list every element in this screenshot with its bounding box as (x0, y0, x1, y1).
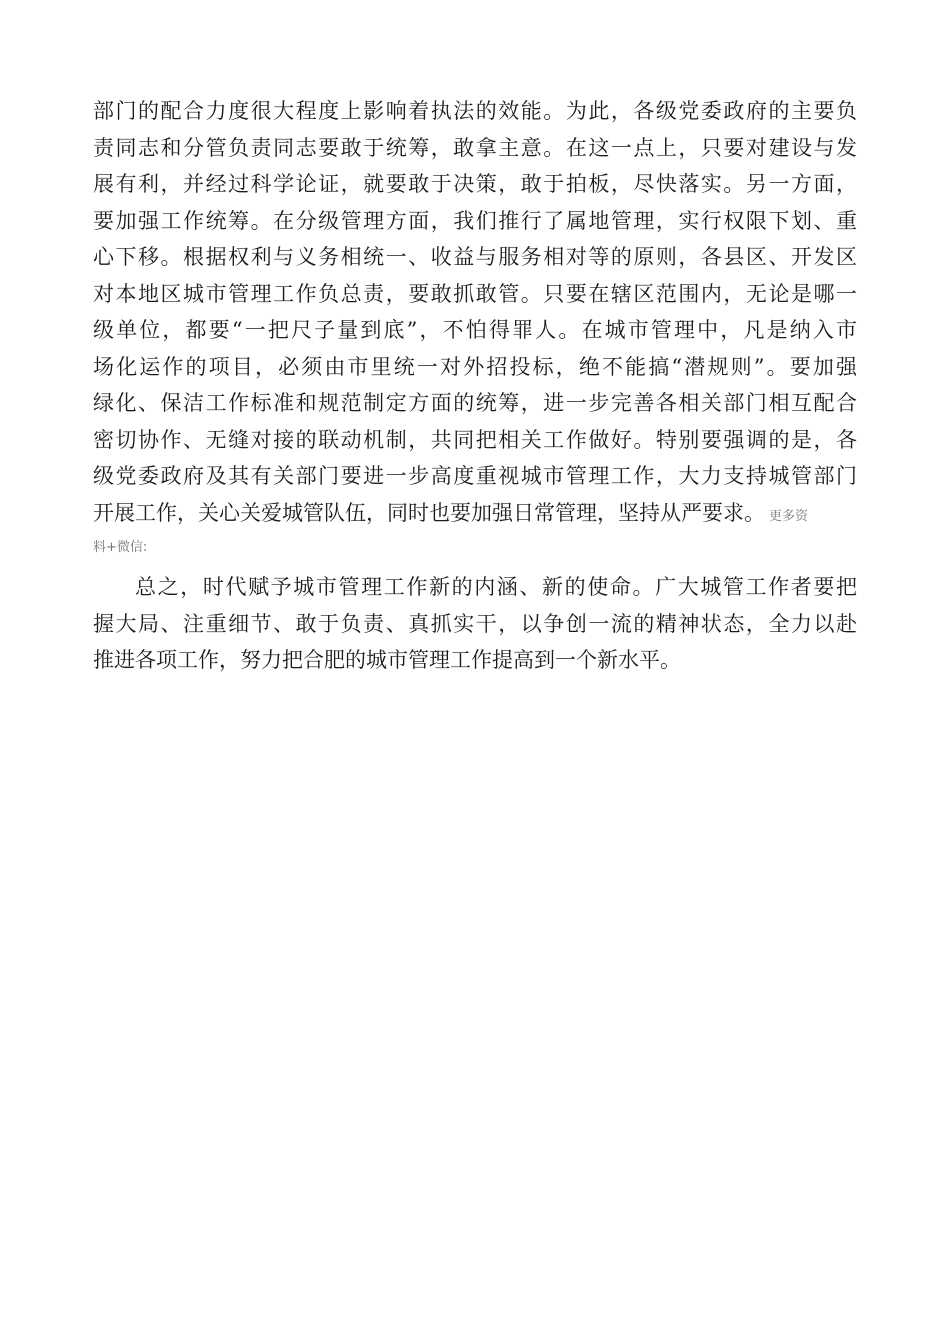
paragraph-line-with-note (93, 495, 857, 532)
promo-note-start: 更多资 (769, 508, 809, 524)
paragraph-line: 心下移。根据权利与义务相统一、收益与服务相对等的原则，各县区、开发区 (93, 245, 857, 269)
paragraph-line: 级单位，都要“一把尺子量到底”，不怕得罪人。在城市管理中，凡是纳入市 (93, 318, 857, 342)
paragraph-line: 责同志和分管负责同志要敢于统筹，敢拿主意。在这一点上，只要对建设与发 (93, 135, 857, 160)
paragraph-2 (93, 569, 857, 679)
paragraph-1 (93, 93, 857, 565)
paragraph-line: 展有利，并经过科学论证，就要敢于决策，敢于拍板，尽快落实。另一方面， (93, 172, 857, 196)
paragraph-line: 级党委政府及其有关部门要进一步高度重视城市管理工作，大力支持城管部门 (93, 464, 857, 488)
paragraph-line: 对本地区城市管理工作负总责，要敢抓敢管。只要在辖区范围内，无论是哪一 (93, 281, 857, 306)
document-body (93, 93, 857, 679)
paragraph-line: 场化运作的项目，必须由市里统一对外招投标，绝不能搞“潜规则”。要加强 (93, 354, 857, 379)
paragraph-line: 推进各项工作，努力把合肥的城市管理工作提高到一个新水平。 (93, 648, 681, 672)
paragraph-line-text: 开展工作，关心关爱城管队伍，同时也要加强日常管理，坚持从严要求。 (93, 500, 765, 525)
paragraph-line: 握大局、注重细节、敢于负责、真抓实干，以争创一流的精神状态，全力以赴 (93, 611, 857, 636)
paragraph-line: 部门的配合力度很大程度上影响着执法的效能。为此，各级党委政府的主要负 (93, 99, 857, 123)
paragraph-line: 密切协作、无缝对接的联动机制，共同把相关工作做好。特别要强调的是，各 (93, 427, 857, 452)
paragraph-line: 要加强工作统筹。在分级管理方面，我们推行了属地管理，实行权限下划、重 (93, 208, 857, 233)
promo-note-end: 料+微信: (93, 540, 148, 555)
paragraph-line: 绿化、保洁工作标准和规范制定方面的统筹，进一步完善各相关部门相互配合 (93, 391, 857, 415)
paragraph-line: 总之，时代赋予城市管理工作新的内涵、新的使命。广大城管工作者要把 (135, 575, 857, 599)
